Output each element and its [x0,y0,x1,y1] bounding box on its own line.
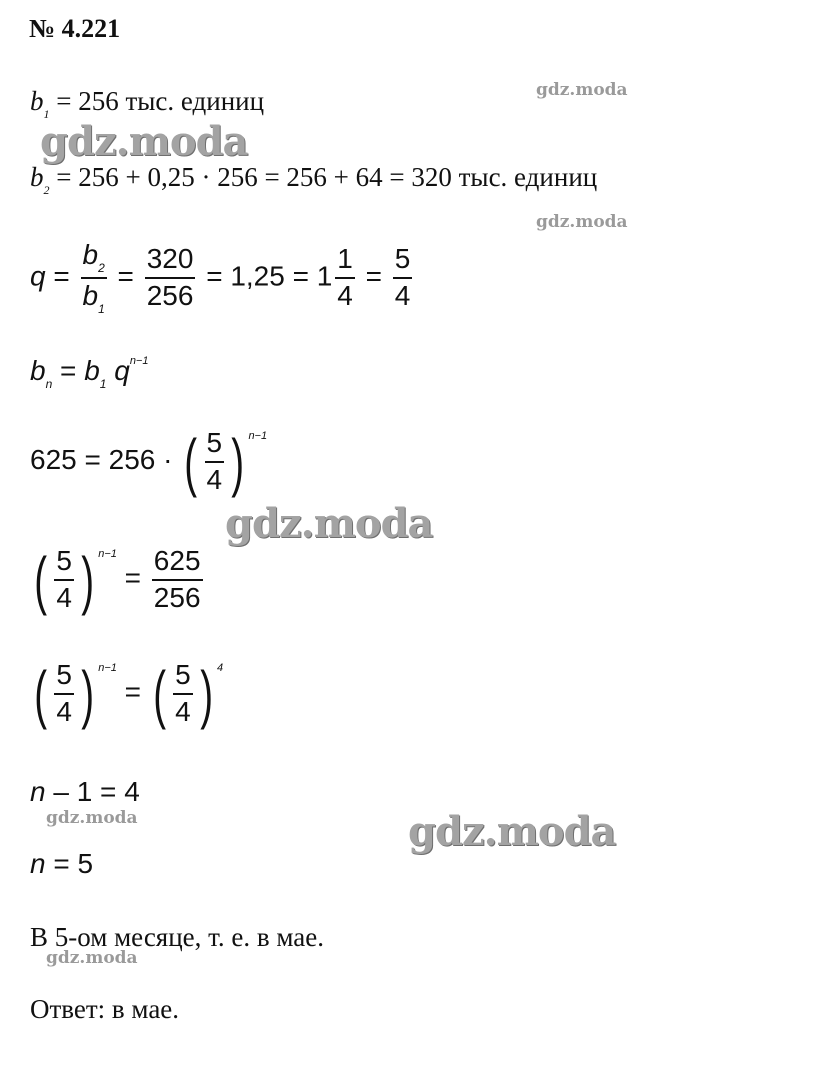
line-b1 [30,86,264,122]
text: = 256 + 0,25 · 256 = 256 + 64 = 320 тыс. единиц [49,162,598,192]
var-n: n [30,776,46,807]
numerator: 5 [54,660,74,695]
watermark-small: gdz.moda [536,80,628,100]
watermark-large: gdz.moda [408,808,616,855]
fraction [173,660,193,728]
exponent: 4 [217,662,224,675]
denominator: 4 [56,581,72,613]
conclusion: В 5-ом месяце, т. е. в мае. [30,922,325,952]
equals: = [60,355,77,386]
var-b: b [30,355,46,386]
fraction [393,244,413,312]
text: = 1,25 = 1 [206,260,333,292]
equals: = [124,562,142,594]
line-b2 [30,162,597,198]
problem-number: № 4.221 [29,14,121,43]
parenthesized-fraction: ( $\frac{5}{4}$ ) [34,657,94,730]
text: 625 = 256 · [30,444,173,476]
text: = 256 тыс. единиц [49,86,265,116]
parenthesized-fraction: ( $\frac{5}{4}$ ) [184,425,245,498]
line-equation-2 [30,543,206,616]
numerator: 625 [152,546,203,581]
numerator: 5 [54,546,74,581]
equals: = [365,260,383,292]
watermark-small: gdz.moda [536,212,628,232]
subscript: 1 [43,107,50,121]
line-equation-1 [30,425,268,498]
numerator: 1 [335,244,355,279]
denominator: 4 [175,695,191,727]
numerator: 5 [205,428,225,463]
denominator: 4 [337,280,353,312]
text: = 5 [45,848,94,879]
subscript: n [45,377,53,391]
subscript: 2 [98,261,105,275]
line-q [30,240,415,316]
fraction [54,546,74,614]
denominator: 4 [56,695,72,727]
subscript: 1 [99,377,107,391]
numerator: 5 [393,244,413,279]
parenthesized-fraction: ( $\frac{5}{4}$ ) [153,657,213,730]
var-q: q [30,260,46,292]
answer: Ответ: в мае. [30,994,180,1024]
equals: = [117,260,134,292]
numerator: 5 [173,660,193,695]
fraction [145,244,196,312]
subscript: 2 [43,183,50,197]
line-bn [30,355,148,391]
equals: = [124,676,142,708]
var-n: n [30,848,46,879]
exponent: n−1 [248,430,268,443]
fraction [81,240,107,316]
denominator: 4 [394,280,411,312]
line-n-minus-1 [30,776,140,808]
text: – 1 = 4 [45,776,140,807]
var-b: b [30,86,44,116]
denominator: 256 [153,581,201,613]
var-q: q [114,355,130,386]
denominator: 4 [206,463,223,495]
num-var: b [82,239,99,270]
line-equation-3 [30,657,224,730]
subscript: 1 [98,302,105,317]
fraction [152,546,203,614]
fraction [335,244,355,312]
exponent: n−1 [129,355,149,367]
watermark-small: gdz.moda [46,948,138,968]
var-b: b [30,162,44,192]
fraction [205,428,225,496]
parenthesized-fraction: ( $\frac{5}{4}$ ) [34,543,94,616]
numerator: 320 [145,244,196,279]
den-var: b [82,280,99,312]
watermark-large: gdz.moda [225,500,433,547]
watermark-small: gdz.moda [46,808,138,828]
equals: = [53,260,70,292]
fraction [54,660,74,728]
var-b: b [84,355,100,386]
exponent: n−1 [98,548,117,561]
watermark-large: gdz.moda [40,118,248,165]
denominator: 256 [146,280,194,312]
exponent: n−1 [98,662,117,675]
line-n [30,848,93,880]
